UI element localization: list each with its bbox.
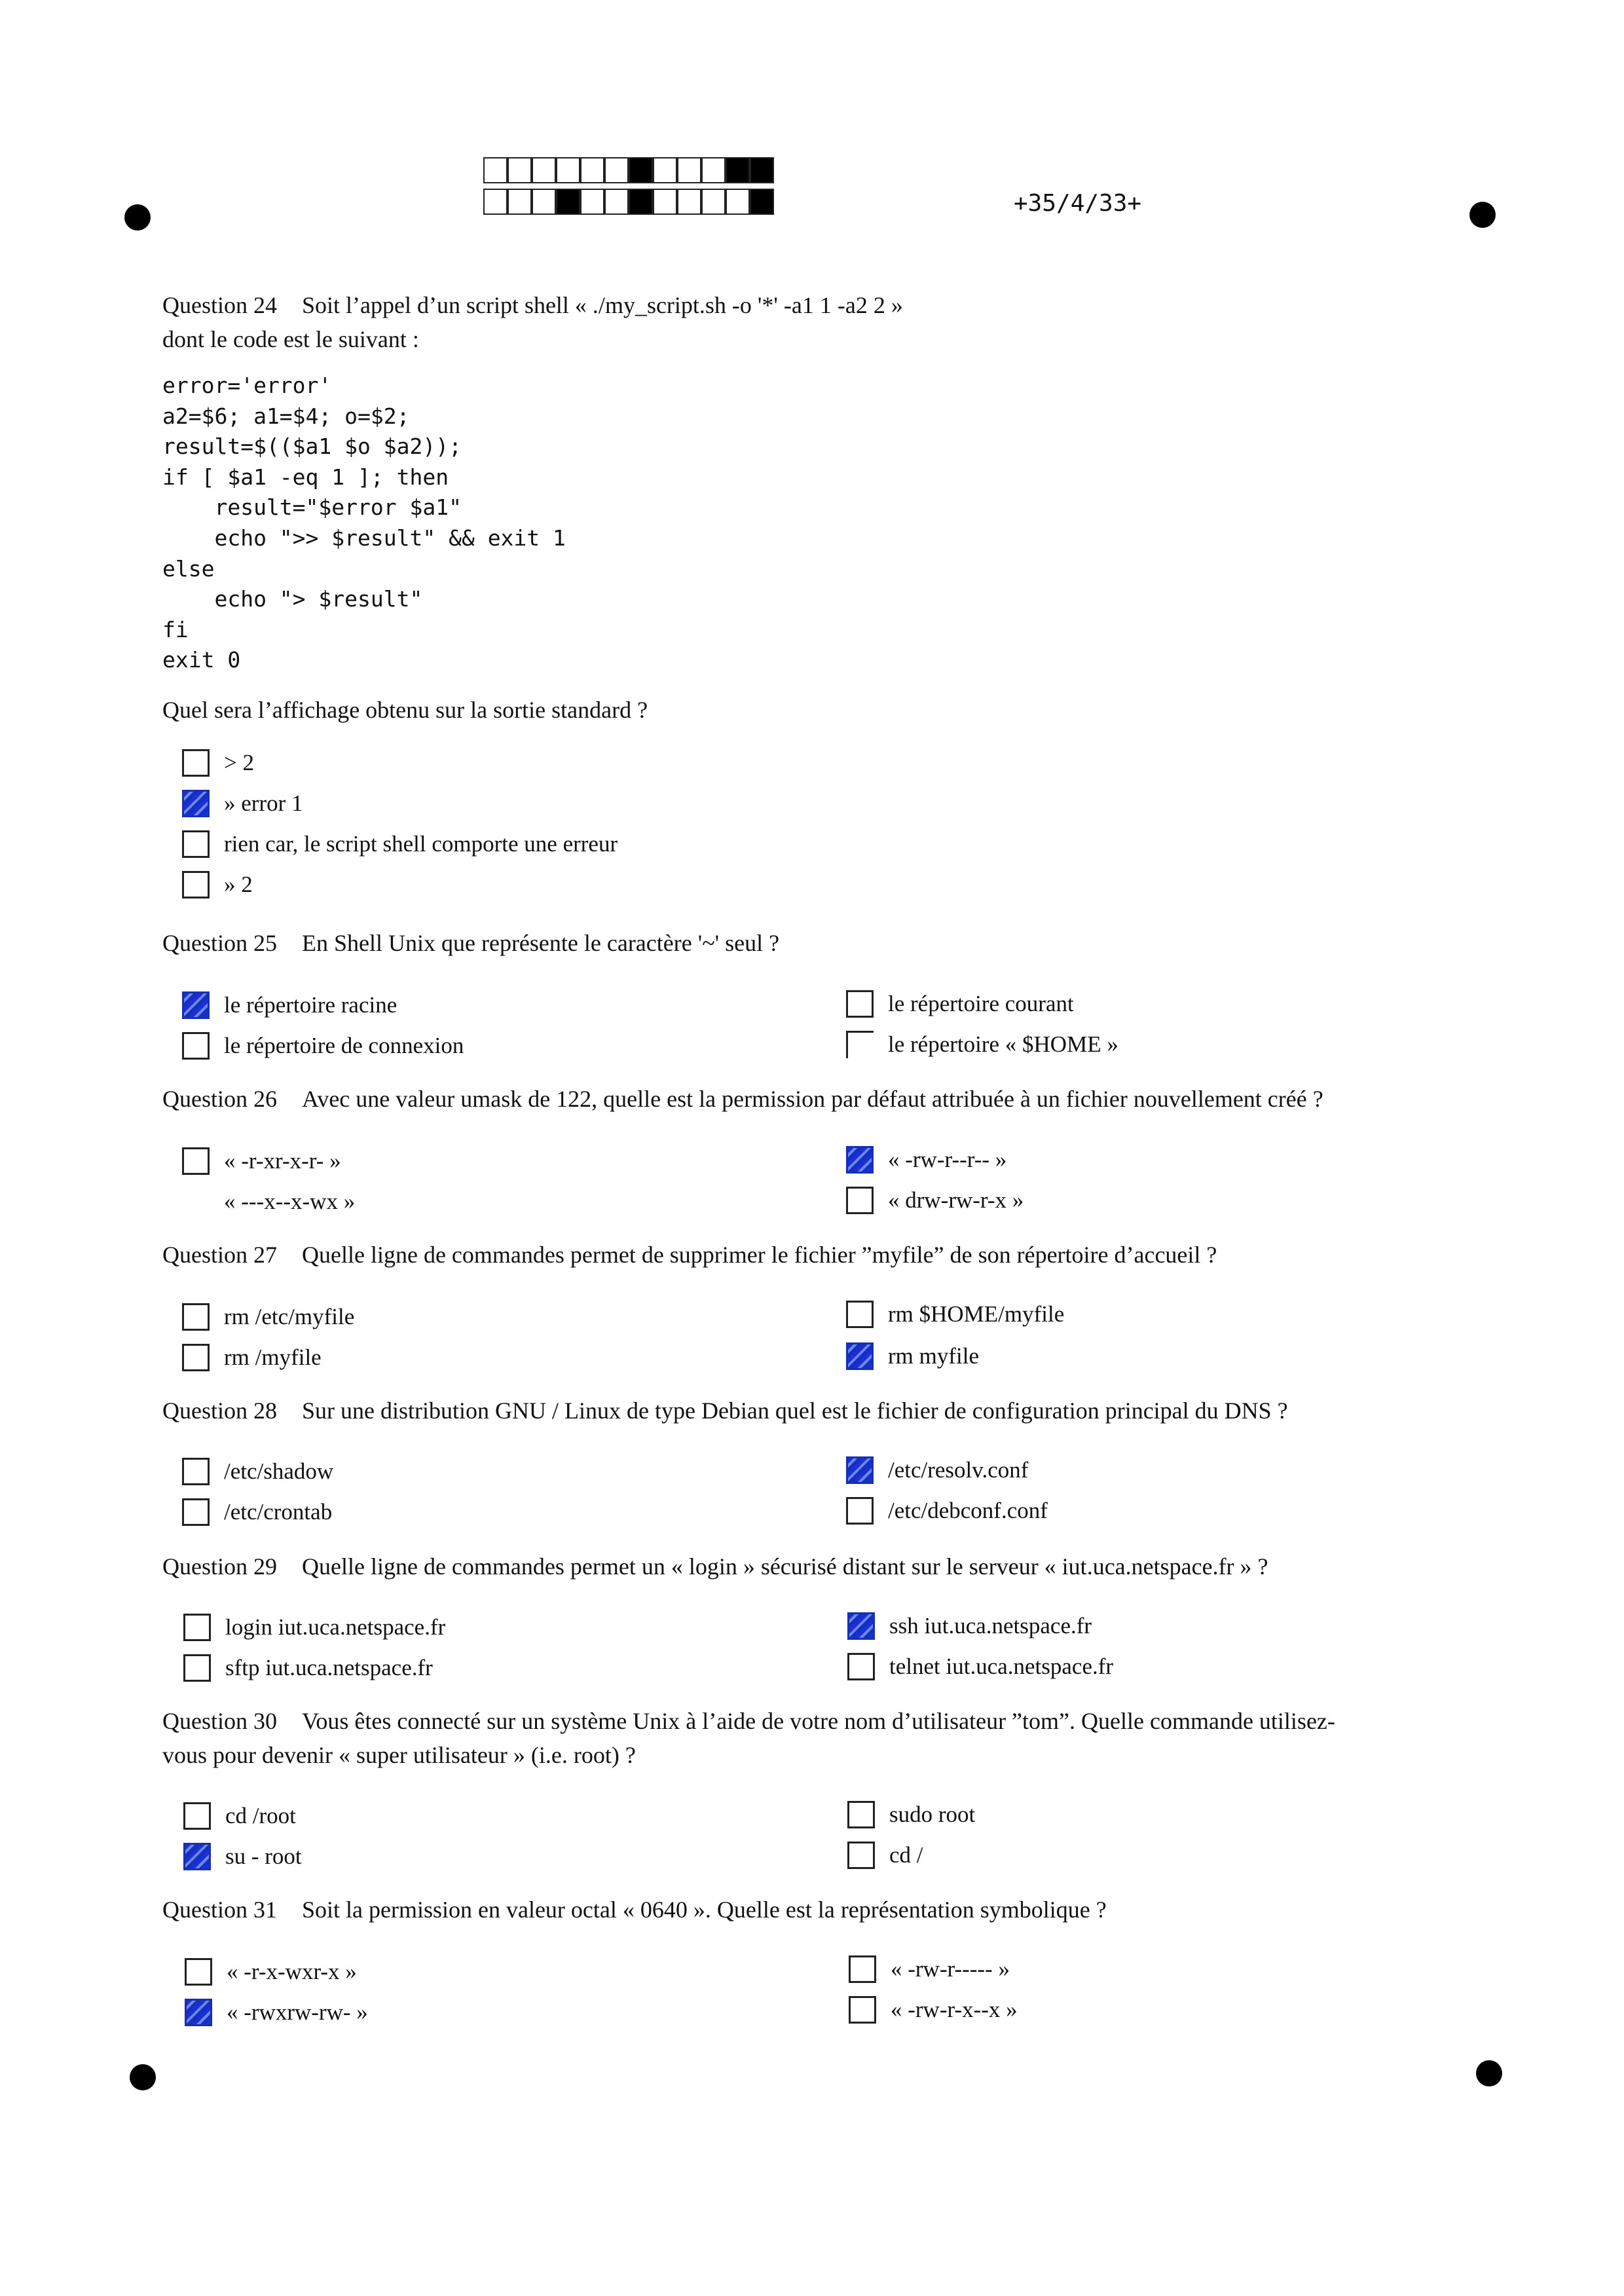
answer-label: /etc/resolv.conf	[888, 1457, 1029, 1483]
checkbox[interactable]	[183, 1802, 211, 1830]
question-30-line-1	[162, 1704, 1472, 1738]
barcode-cell	[507, 157, 532, 183]
checkbox[interactable]	[846, 1146, 874, 1174]
question-text: Quelle ligne de commandes permet de supprimer le fichier ”myfile” de son répertoire d’accueil ?	[302, 1242, 1217, 1268]
question-number: Question 25	[162, 930, 277, 956]
answer-label: telnet iut.uca.netspace.fr	[889, 1654, 1114, 1679]
barcode-cell	[701, 157, 726, 183]
checkbox[interactable]	[846, 1497, 874, 1525]
checkbox[interactable]	[182, 790, 210, 817]
checkbox[interactable]	[182, 1458, 210, 1485]
checkbox[interactable]	[183, 1843, 211, 1870]
barcode-row-1	[483, 157, 774, 185]
answer-label: /etc/crontab	[224, 1499, 333, 1525]
barcode-cell	[580, 157, 604, 183]
answer-label: « -r-xr-x-r- »	[224, 1148, 341, 1174]
answer-option[interactable]	[185, 1996, 368, 2029]
answer-label: « ---x--x-wx »	[224, 1189, 356, 1214]
answer-label: le répertoire de connexion	[224, 1033, 464, 1058]
answer-option[interactable]	[846, 1143, 1006, 1176]
checkbox[interactable]	[847, 1842, 875, 1869]
checkbox[interactable]	[846, 1456, 874, 1484]
barcode-cell	[507, 189, 532, 215]
question-text: Avec une valeur umask de 122, quelle est la permission par défaut attribuée à un fichier nouvellement créé ?	[302, 1086, 1323, 1112]
question-text: Soit la permission en valeur octal « 0640 ». Quelle est la représentation symbolique ?	[302, 1897, 1107, 1923]
checkbox[interactable]	[182, 1498, 210, 1526]
barcode-cell	[483, 189, 507, 215]
checkbox[interactable]	[846, 990, 874, 1018]
checkbox[interactable]	[182, 991, 210, 1019]
checkbox[interactable]	[185, 1958, 212, 1986]
question-28	[162, 1394, 1472, 1428]
answer-option[interactable]	[183, 1840, 302, 1873]
answer-option[interactable]	[182, 1455, 333, 1488]
answer-option[interactable]	[182, 747, 254, 779]
answer-label: /etc/shadow	[224, 1458, 334, 1484]
answer-option[interactable]	[182, 1029, 464, 1062]
answer-option[interactable]	[182, 1301, 354, 1333]
registration-mark-bottom-left	[130, 2064, 156, 2090]
question-24-line-1	[162, 288, 1472, 322]
barcode	[483, 157, 774, 220]
checkbox[interactable]	[183, 1654, 211, 1682]
checkbox[interactable]	[182, 871, 210, 898]
page-id: +35/4/33+	[1014, 190, 1142, 217]
answer-label: » error 1	[224, 790, 303, 816]
registration-mark-bottom-right	[1476, 2060, 1502, 2086]
question-27	[162, 1238, 1472, 1272]
barcode-cell	[726, 157, 750, 183]
answer-label: » 2	[224, 872, 253, 897]
checkbox[interactable]	[185, 1999, 212, 2026]
checkbox[interactable]	[846, 1342, 874, 1370]
question-text: En Shell Unix que représente le caractère '~' seul ?	[302, 930, 780, 956]
question-number: Question 30	[162, 1708, 277, 1734]
answer-label: cd /root	[225, 1803, 296, 1828]
question-31	[162, 1893, 1472, 1927]
question-text: Soit l’appel d’un script shell « ./my_script.sh -o '*' -a1 1 -a2 2 »	[302, 292, 903, 318]
question-number: Question 27	[162, 1242, 277, 1268]
answer-label: sudo root	[889, 1802, 976, 1827]
answer-label: rm $HOME/myfile	[888, 1301, 1065, 1327]
answer-label: ssh iut.uca.netspace.fr	[889, 1613, 1092, 1639]
answer-option[interactable]	[846, 1454, 1028, 1487]
question-text-cont: vous pour devenir « super utilisateur » (i.e. root) ?	[162, 1742, 636, 1768]
answer-option[interactable]	[849, 1953, 1010, 1986]
checkbox[interactable]	[183, 1614, 211, 1641]
checkbox[interactable]	[846, 1301, 874, 1328]
barcode-cell	[629, 189, 653, 215]
checkbox[interactable]	[182, 1344, 210, 1371]
barcode-cell	[750, 189, 774, 215]
barcode-cell	[532, 157, 556, 183]
barcode-row-2	[483, 189, 774, 216]
answer-option[interactable]	[846, 988, 1074, 1020]
answer-option[interactable]	[846, 1298, 1064, 1331]
answer-option[interactable]	[847, 1839, 923, 1872]
barcode-cell	[726, 189, 750, 215]
answer-option[interactable]	[182, 989, 397, 1022]
checkbox[interactable]	[847, 1612, 875, 1640]
answer-label: /etc/debconf.conf	[888, 1498, 1048, 1523]
checkbox[interactable]	[849, 1996, 876, 2024]
answer-option[interactable]	[846, 1340, 979, 1373]
answer-label: cd /	[889, 1842, 923, 1868]
answer-label: « -rw-r----- »	[891, 1956, 1010, 1982]
question-number: Question 24	[162, 292, 277, 318]
question-24	[162, 288, 1472, 356]
question-number: Question 28	[162, 1398, 277, 1424]
answer-label: « -r-x-wxr-x »	[227, 1959, 357, 1984]
answer-label: rm myfile	[888, 1343, 979, 1369]
answer-option[interactable]	[182, 1185, 355, 1218]
answer-option[interactable]	[182, 868, 253, 901]
barcode-cell	[532, 189, 556, 215]
barcode-cell	[604, 157, 629, 183]
answer-label: rm /etc/myfile	[224, 1304, 355, 1329]
answer-option[interactable]	[846, 1184, 1024, 1217]
barcode-cell	[750, 157, 774, 183]
answer-label: sftp iut.uca.netspace.fr	[225, 1655, 433, 1680]
answer-option[interactable]	[182, 1496, 332, 1528]
barcode-cell	[483, 157, 507, 183]
barcode-cell	[701, 189, 726, 215]
question-number: Question 26	[162, 1086, 277, 1112]
answer-option[interactable]	[185, 1955, 357, 1988]
answer-option[interactable]	[182, 828, 618, 861]
barcode-cell	[556, 157, 580, 183]
answer-option[interactable]	[183, 1652, 433, 1684]
checkbox[interactable]	[182, 1303, 210, 1331]
answer-option[interactable]	[182, 787, 303, 820]
answer-label: le répertoire « $HOME »	[888, 1031, 1118, 1057]
checkbox[interactable]	[846, 1031, 874, 1058]
answer-option[interactable]	[847, 1610, 1092, 1642]
answer-option[interactable]	[846, 1494, 1048, 1527]
checkbox[interactable]	[846, 1187, 874, 1214]
checkbox[interactable]	[847, 1653, 875, 1680]
answer-label: le répertoire racine	[224, 992, 397, 1018]
barcode-cell	[677, 189, 701, 215]
answer-label: « -rw-r-x--x »	[891, 1997, 1018, 2022]
answer-option[interactable]	[847, 1650, 1113, 1683]
question-text: Vous êtes connecté sur un système Unix à l’aide de votre nom d’utilisateur ”tom”. Quelle commande utilisez-	[302, 1708, 1335, 1734]
answer-option[interactable]	[846, 1028, 1118, 1061]
answer-label: le répertoire courant	[888, 991, 1074, 1016]
checkbox[interactable]	[847, 1801, 875, 1828]
answer-option[interactable]	[183, 1611, 445, 1644]
code-block: error='error' a2=$6; a1=$4; o=$2; result=$(($a1 $o $a2)); if [ $a1 -eq 1 ]; then result="$error $a1" echo ">> $result" && exit 1 else echo "> $result" fi exit 0	[162, 373, 566, 673]
question-25	[162, 926, 1472, 960]
answer-option[interactable]	[847, 1798, 975, 1831]
barcode-cell	[653, 157, 677, 183]
checkbox[interactable]	[182, 830, 210, 858]
registration-mark-top-right	[1469, 202, 1496, 228]
answer-label: rien car, le script shell comporte une erreur	[224, 831, 618, 857]
answer-label: « -rwxrw-rw- »	[227, 1999, 368, 2025]
question-text: Quelle ligne de commandes permet un « login » sécurisé distant sur le serveur « iut.uca.netspace.fr » ?	[302, 1553, 1268, 1580]
barcode-cell	[604, 189, 629, 215]
answer-option[interactable]	[182, 1341, 322, 1374]
barcode-cell	[629, 157, 653, 183]
question-text-cont: dont le code est le suivant :	[162, 326, 419, 352]
question-29	[162, 1549, 1472, 1583]
checkbox[interactable]	[182, 1147, 210, 1175]
question-30	[162, 1704, 1472, 1772]
barcode-cell	[653, 189, 677, 215]
answer-option[interactable]	[849, 1993, 1018, 2026]
answer-label: « drw-rw-r-x »	[888, 1187, 1024, 1213]
answer-label: « -rw-r--r-- »	[888, 1147, 1007, 1172]
question-number: Question 31	[162, 1897, 277, 1923]
answer-label: su - root	[225, 1843, 302, 1869]
answer-label: login iut.uca.netspace.fr	[225, 1614, 446, 1640]
checkbox[interactable]	[182, 749, 210, 777]
barcode-cell	[677, 157, 701, 183]
answer-label: > 2	[224, 750, 254, 775]
barcode-cell	[580, 189, 604, 215]
registration-mark-top-left	[124, 204, 151, 231]
question-number: Question 29	[162, 1553, 277, 1580]
answer-option[interactable]	[182, 1145, 341, 1177]
answer-option[interactable]	[183, 1800, 296, 1832]
checkbox[interactable]	[182, 1032, 210, 1060]
question-26	[162, 1082, 1472, 1116]
answer-label: rm /myfile	[224, 1344, 322, 1370]
question-24-prompt: Quel sera l’affichage obtenu sur la sortie standard ?	[162, 697, 648, 723]
barcode-cell	[556, 189, 580, 215]
question-text: Sur une distribution GNU / Linux de type Debian quel est le fichier de configuration principal du DNS ?	[302, 1398, 1288, 1424]
checkbox[interactable]	[849, 1955, 876, 1983]
